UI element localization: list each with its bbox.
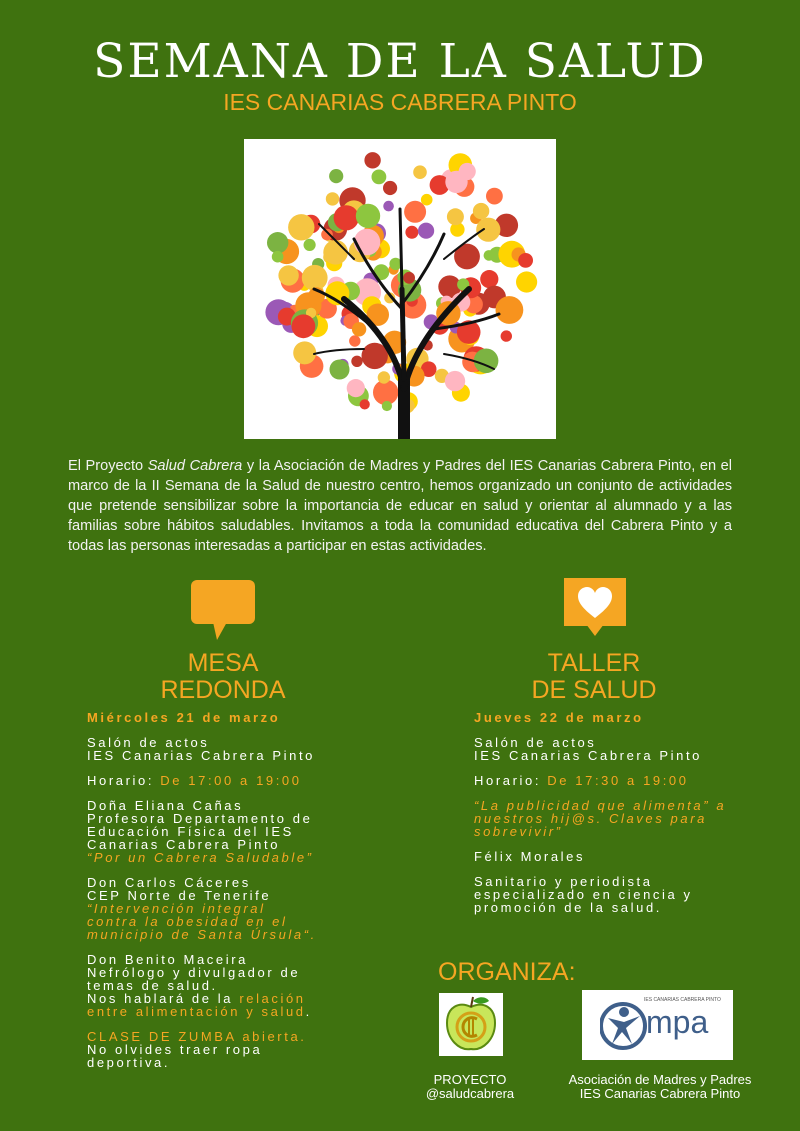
- taller-bio-line2: especializado en ciencia y: [474, 887, 693, 902]
- speaker3-line4-text: .: [305, 1004, 312, 1019]
- taller-date: Jueves 22 de marzo: [474, 710, 644, 725]
- intro-project-name: Salud Cabrera: [147, 458, 243, 474]
- fruit-icon: [405, 226, 418, 239]
- mesa-horario-value: De 17:00 a 19:00: [160, 773, 302, 788]
- taller-title-line1: TALLER: [547, 649, 641, 677]
- fruit-icon: [413, 165, 427, 179]
- fruit-icon: [404, 201, 426, 223]
- taller-place-line1: Salón de actos: [474, 735, 597, 750]
- fruit-icon: [447, 208, 464, 225]
- logo2-caption-line1: Asociación de Madres y Padres: [568, 1072, 752, 1087]
- speaker1-line1: Profesora Departamento de: [87, 811, 313, 826]
- speaker3-line1: Nefrólogo y divulgador de: [87, 965, 301, 980]
- mesa-date: Miércoles 21 de marzo: [87, 710, 281, 725]
- ampa-logo: [582, 990, 733, 1060]
- fruit-icon: [459, 163, 476, 180]
- zumba-title: CLASE DE ZUMBA: [87, 1029, 237, 1044]
- fruit-icon: [278, 265, 298, 285]
- speaker2-talk-1: “Intervención integral: [87, 901, 266, 916]
- page-title: SEMANA DE LA SALUD: [93, 34, 707, 89]
- mesa-place-line1: Salón de actos: [87, 735, 210, 750]
- speaker2-line1: CEP Norte de Tenerife: [87, 888, 272, 903]
- fruit-icon: [304, 239, 316, 251]
- taller-place-line2: IES Canarias Cabrera Pinto: [474, 748, 703, 763]
- taller-title-line2: DE SALUD: [531, 676, 657, 704]
- mesa-redonda-details: [87, 711, 387, 1081]
- speaker1-line2: Educación Física del IES: [87, 824, 294, 839]
- fruit-icon: [372, 170, 387, 185]
- fruit-icon: [360, 399, 370, 409]
- mesa-title-line1: MESA: [187, 649, 259, 677]
- taller-bio-line3: promoción de la salud.: [474, 900, 662, 915]
- organiza-title: ORGANIZA:: [438, 958, 576, 986]
- fruit-icon: [418, 223, 434, 239]
- fruit-icon: [288, 214, 314, 240]
- fruit-tree-illustration: [244, 139, 556, 439]
- taller-bio-line1: Sanitario y periodista: [474, 874, 653, 889]
- salud-cabrera-caption: [410, 1073, 530, 1101]
- fruit-icon: [351, 356, 362, 367]
- fruit-icon: [486, 188, 503, 205]
- mesa-speaker-3: [87, 953, 387, 1018]
- fruit-icon: [364, 152, 380, 168]
- fruit-icon: [329, 169, 343, 183]
- fruit-icon: [382, 401, 392, 411]
- mesa-place-line2: IES Canarias Cabrera Pinto: [87, 748, 316, 763]
- zumba-line2: No olvides traer ropa: [87, 1042, 263, 1057]
- taller-place: [474, 736, 774, 762]
- fruit-icon: [516, 271, 537, 292]
- taller-talk: [474, 799, 774, 838]
- fruit-icon: [473, 203, 489, 219]
- mesa-horario-label: Horario:: [87, 773, 161, 788]
- mesa-speaker-1: [87, 799, 387, 864]
- fruit-icon: [330, 360, 350, 380]
- taller-horario-label: Horario:: [474, 773, 548, 788]
- page-subtitle: IES CANARIAS CABRERA PINTO: [223, 89, 577, 115]
- logo2-caption-line2: IES Canarias Cabrera Pinto: [579, 1086, 741, 1101]
- fruit-icon: [334, 205, 359, 230]
- speech-bubble-icon: [191, 580, 255, 640]
- fruit-icon: [383, 201, 394, 212]
- taller-speaker-bio: [474, 875, 774, 914]
- mesa-horario: [87, 774, 387, 787]
- intro-text-1: El Proyecto: [68, 458, 148, 474]
- apple-logo-icon: [439, 993, 503, 1056]
- mesa-title-line2: REDONDA: [160, 676, 286, 704]
- fruit-icon: [347, 379, 365, 397]
- logo1-caption-line1: PROYECTO: [433, 1072, 507, 1087]
- speaker3-line4-highlight: entre alimentación y salud: [87, 1004, 306, 1019]
- ampa-logo-text: mpa: [646, 1004, 709, 1040]
- speaker1-name: Doña Eliana Cañas: [87, 798, 244, 813]
- fruit-icon: [323, 240, 348, 265]
- fruit-icon: [383, 181, 397, 195]
- fruit-icon: [293, 341, 316, 364]
- taller-salud-details: [474, 711, 774, 926]
- intro-paragraph: [68, 456, 732, 556]
- fruit-icon: [356, 204, 380, 228]
- fruit-icon: [378, 371, 390, 383]
- fruit-icon: [267, 232, 288, 253]
- speaker3-line4: [87, 1005, 387, 1018]
- taller-talk-line3: sobrevivir”: [474, 824, 563, 839]
- taller-talk-line1: “La publicidad que alimenta” a: [474, 798, 727, 813]
- taller-speaker-name: Félix Morales: [474, 849, 586, 864]
- taller-talk-line2: nuestros hij@s. Claves para: [474, 811, 707, 826]
- fruit-icon: [272, 251, 284, 263]
- speaker3-line3-highlight: relación: [239, 991, 306, 1006]
- zumba-class: [87, 1030, 387, 1069]
- fruit-icon: [292, 314, 316, 338]
- salud-cabrera-logo: [439, 993, 503, 1056]
- taller-horario: [474, 774, 774, 787]
- fruit-icon: [445, 371, 465, 391]
- taller-horario-value: De 17:30 a 19:00: [547, 773, 689, 788]
- fruit-icon: [421, 194, 433, 206]
- speaker3-line3-text: Nos hablará de la: [87, 991, 240, 1006]
- fruit-icon: [496, 296, 524, 324]
- speaker2-talk-3: municipio de Santa Úrsula“.: [87, 927, 317, 942]
- fruit-icon: [476, 218, 500, 242]
- ampa-figure-icon: [600, 998, 650, 1054]
- ampa-caption: [560, 1073, 760, 1101]
- mesa-redonda-title: [113, 650, 333, 704]
- fruit-icon: [354, 229, 380, 255]
- ampa-logo-small-text: IES CANARIAS CABRERA PINTO: [644, 997, 721, 1003]
- speaker1-talk: “Por un Cabrera Saludable”: [87, 850, 314, 865]
- fruit-icon: [326, 192, 339, 205]
- mesa-place: [87, 736, 387, 762]
- speaker1-line3: Canarias Cabrera Pinto: [87, 837, 281, 852]
- speaker2-name: Don Carlos Cáceres: [87, 875, 251, 890]
- fruit-icon: [352, 322, 366, 336]
- mesa-speaker-2: [87, 876, 387, 941]
- fruit-icon: [501, 330, 512, 341]
- zumba-open: abierta.: [236, 1029, 307, 1044]
- fruit-icon: [302, 265, 328, 291]
- speaker3-line2: temas de salud.: [87, 978, 218, 993]
- logo1-caption-line2: @saludcabrera: [425, 1086, 515, 1101]
- speaker2-talk-2: contra la obesidad en el: [87, 914, 288, 929]
- fruit-icon: [518, 253, 533, 268]
- speaker3-name: Don Benito Maceira: [87, 952, 248, 967]
- fruit-icon: [349, 335, 360, 346]
- heart-bubble-icon: [564, 578, 626, 638]
- intro-text-2: y la Asociación de Madres y Padres del IES Canarias Cabrera Pinto, en el marco de la II Semana de la Salud de nuestro centro, hemos organizado un conjunto de actividades que pretende sensibilizar sobre la importancia de educar en salud y orientar al alumnado y a las familias sobre hábitos saludables. Invitamos a toda la comunidad educativa del Cabrera Pinto y a todas las personas interesadas a participar en estas actividades.: [68, 458, 732, 554]
- fruit-icon: [403, 272, 415, 284]
- fruit-icon: [480, 270, 498, 288]
- taller-salud-title: [484, 650, 704, 704]
- fruit-icon: [321, 229, 333, 241]
- zumba-line3: deportiva.: [87, 1055, 171, 1070]
